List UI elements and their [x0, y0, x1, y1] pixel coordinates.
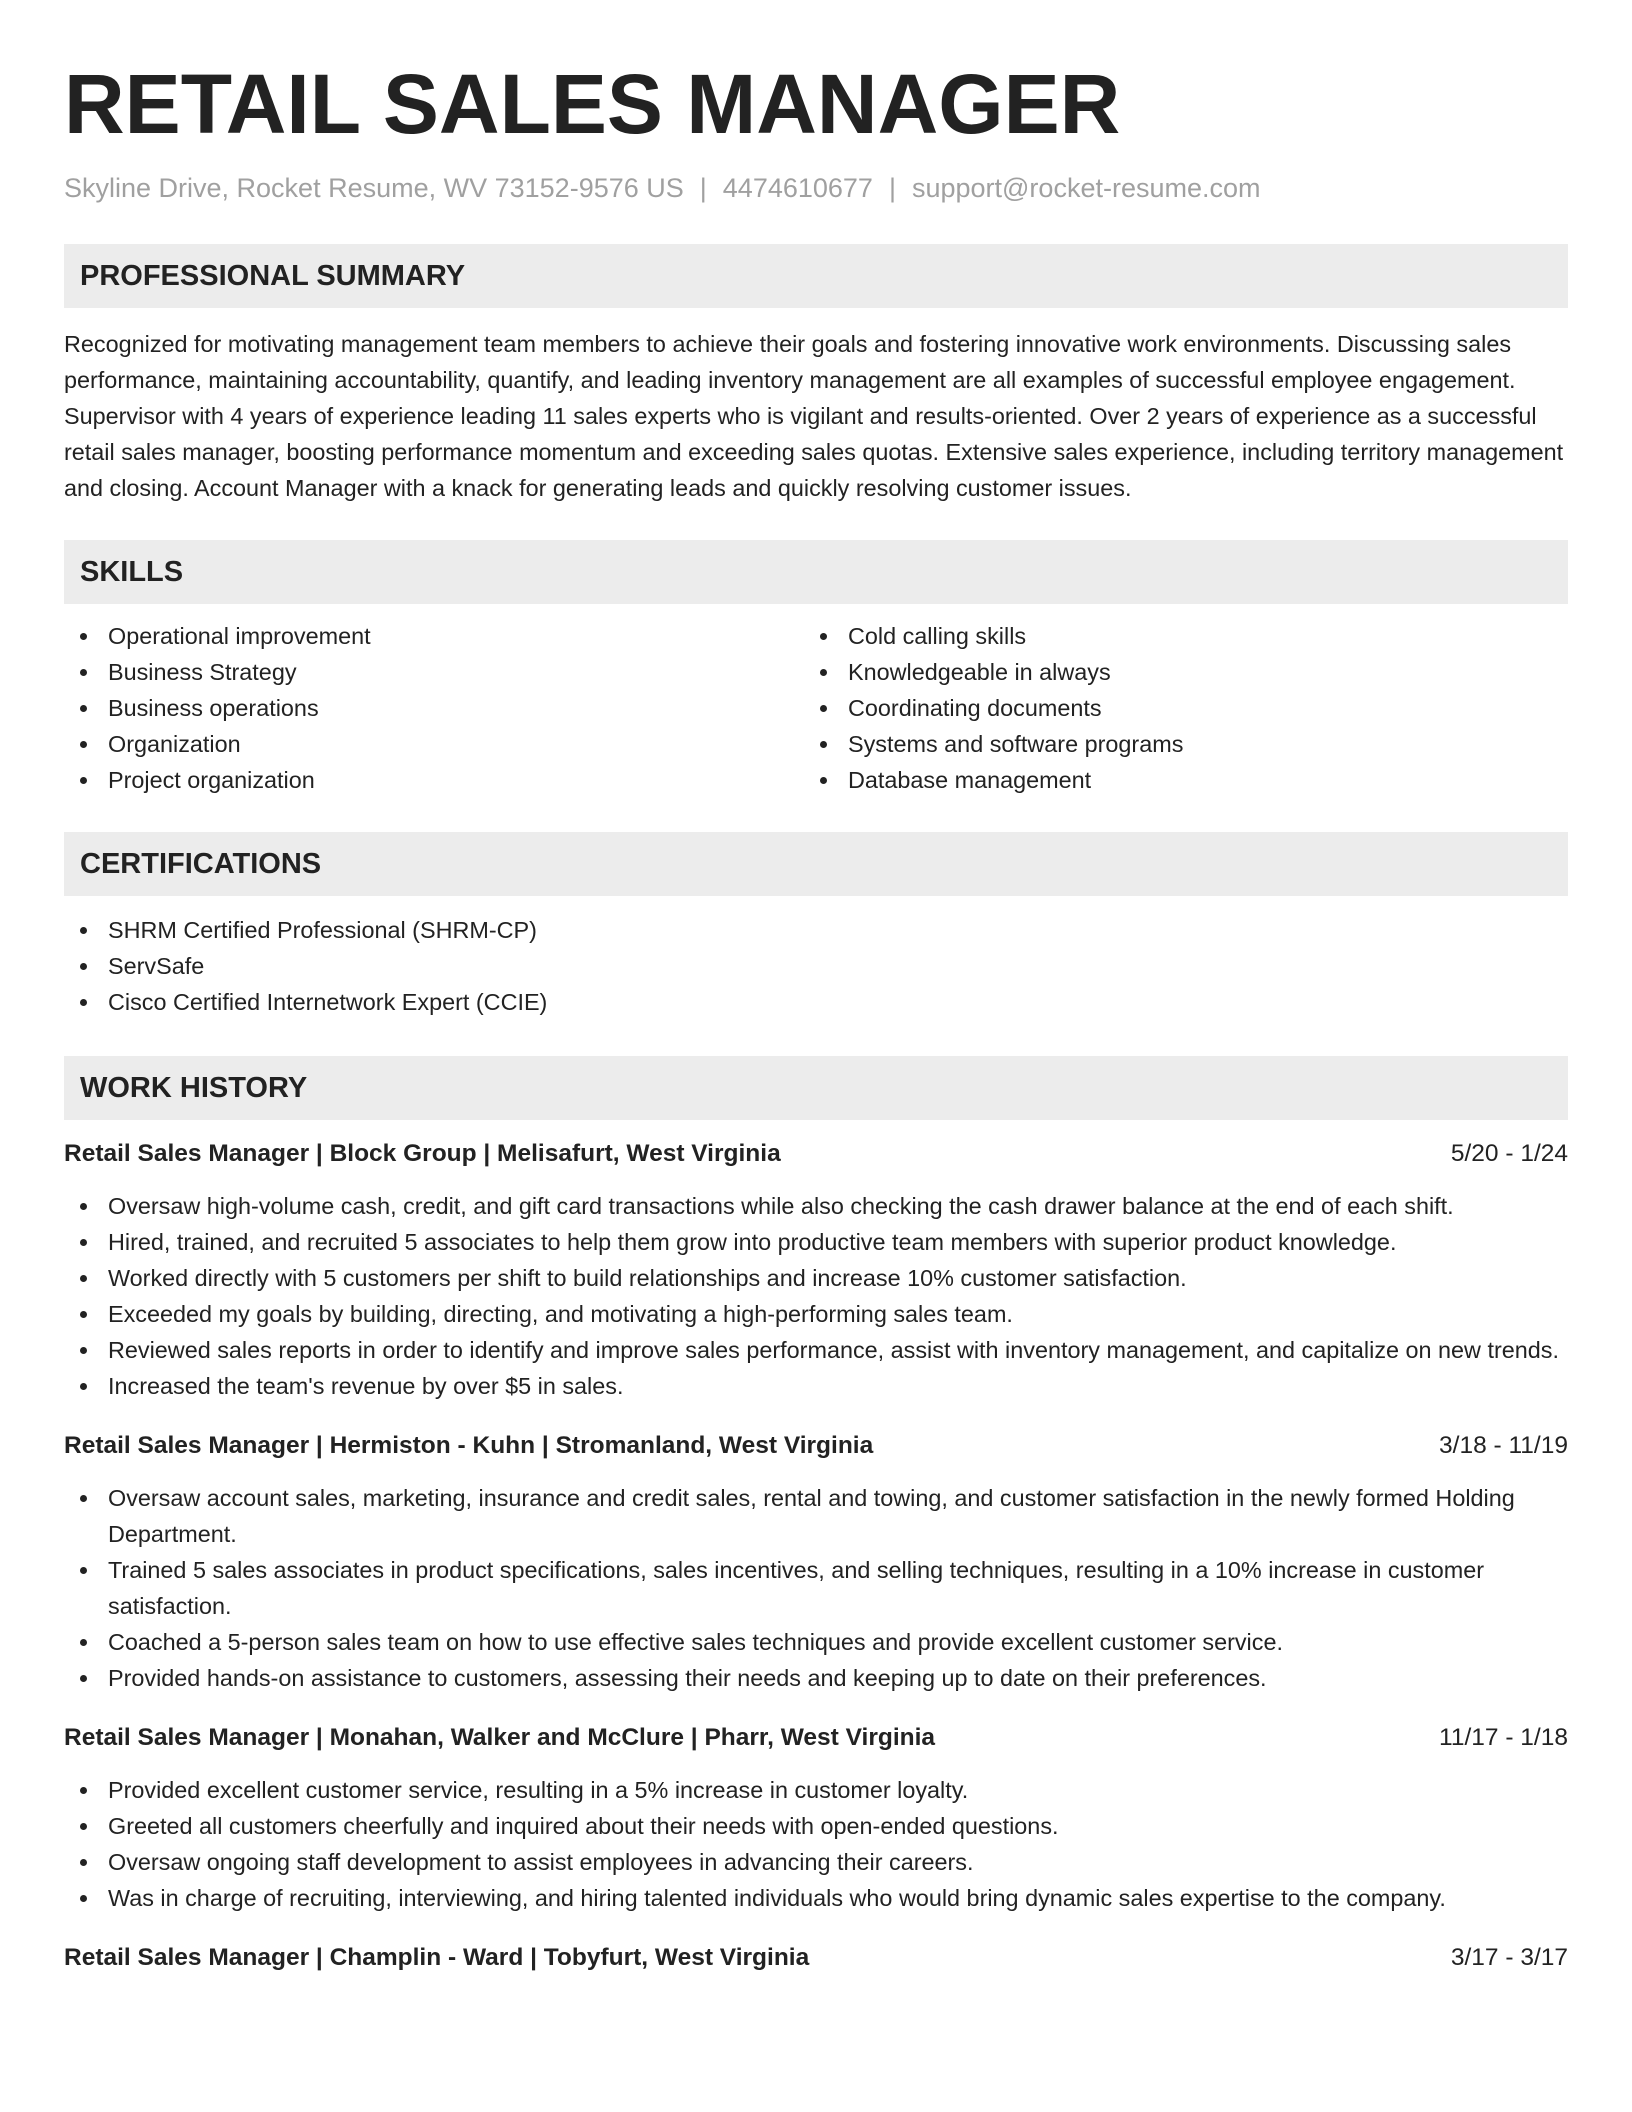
job-entry	[64, 1428, 1568, 1696]
section-header-summary: PROFESSIONAL SUMMARY	[64, 244, 1568, 308]
job-bullet: Provided excellent customer service, resulting in a 5% increase in customer loyalty.	[64, 1772, 1568, 1808]
certification-item: SHRM Certified Professional (SHRM-CP)	[64, 912, 1568, 948]
job-bullet: Oversaw high-volume cash, credit, and gift card transactions while also checking the cash drawer balance at the end of each shift.	[64, 1188, 1568, 1224]
contact-line	[64, 170, 1568, 206]
certification-item: ServSafe	[64, 948, 1568, 984]
job-dates: 3/17 - 3/17	[1450, 1944, 1568, 1971]
job-header	[64, 1940, 1568, 1976]
section-header-certifications: CERTIFICATIONS	[64, 832, 1568, 896]
job-title: Retail Sales Manager | Hermiston - Kuhn | Stromanland, West Virginia	[64, 1432, 874, 1459]
job-bullet: Was in charge of recruiting, interviewing, and hiring talented individuals who would bring dynamic sales expertise to the company.	[64, 1880, 1568, 1916]
skill-item: Organization	[64, 726, 804, 762]
job-title: Retail Sales Manager | Block Group | Melisafurt, West Virginia	[64, 1140, 781, 1167]
skill-item: Project organization	[64, 762, 804, 798]
contact-separator: |	[888, 173, 896, 203]
skill-item: Systems and software programs	[804, 726, 1564, 762]
skills-columns	[64, 618, 1568, 798]
job-bullets	[64, 1480, 1568, 1696]
job-bullet: Coached a 5-person sales team on how to use effective sales techniques and provide excellent customer service.	[64, 1624, 1568, 1660]
certification-item: Cisco Certified Internetwork Expert (CCIE)	[64, 984, 1568, 1020]
job-bullet: Reviewed sales reports in order to identify and improve sales performance, assist with inventory management, and capitalize on new trends.	[64, 1332, 1568, 1368]
job-bullet: Hired, trained, and recruited 5 associates to help them grow into productive team members with superior product knowledge.	[64, 1224, 1568, 1260]
job-title: Retail Sales Manager | Champlin - Ward | Tobyfurt, West Virginia	[64, 1944, 810, 1971]
job-dates: 3/18 - 11/19	[1439, 1432, 1568, 1459]
job-bullet: Exceeded my goals by building, directing, and motivating a high-performing sales team.	[64, 1296, 1568, 1332]
summary-text: Recognized for motivating management team members to achieve their goals and fostering innovative work environments. Discussing sales performance, maintaining accountability, quantify, and leading inventory management are all examples of successful employee engagement. Supervisor with 4 years of experience leading 11 sales experts who is vigilant and results-oriented. Over 2 years of experience as a successful retail sales manager, boosting performance momentum and exceeding sales quotas. Extensive sales experience, including territory management and closing. Account Manager with a knack for generating leads and quickly resolving customer issues.	[64, 331, 1564, 501]
skill-item: Cold calling skills	[804, 618, 1564, 654]
section-header-skills: SKILLS	[64, 540, 1568, 604]
job-bullet: Provided hands-on assistance to customers, assessing their needs and keeping up to date on their preferences.	[64, 1660, 1568, 1696]
job-bullet: Greeted all customers cheerfully and inquired about their needs with open-ended questions.	[64, 1808, 1568, 1844]
job-dates: 5/20 - 1/24	[1450, 1140, 1568, 1167]
skill-item: Operational improvement	[64, 618, 804, 654]
skills-list-left	[64, 618, 804, 798]
skill-item: Coordinating documents	[804, 690, 1564, 726]
skill-item: Business operations	[64, 690, 804, 726]
job-bullet: Oversaw ongoing staff development to assist employees in advancing their careers.	[64, 1844, 1568, 1880]
section-header-work-history: WORK HISTORY	[64, 1056, 1568, 1120]
resume-name: RETAIL SALES MANAGER	[64, 57, 1121, 151]
job-header	[64, 1136, 1568, 1172]
job-bullet: Increased the team's revenue by over $5 in sales.	[64, 1368, 1568, 1404]
job-entry	[64, 1136, 1568, 1404]
job-header	[64, 1720, 1568, 1756]
skill-item: Business Strategy	[64, 654, 804, 690]
job-bullet: Worked directly with 5 customers per shift to build relationships and increase 10% customer satisfaction.	[64, 1260, 1568, 1296]
job-bullets	[64, 1188, 1568, 1404]
skill-item: Knowledgeable in always	[804, 654, 1564, 690]
contact-address: Skyline Drive, Rocket Resume, WV 73152-9576 US	[64, 173, 684, 203]
job-bullets	[64, 1772, 1568, 1916]
job-header	[64, 1428, 1568, 1464]
job-bullet: Oversaw account sales, marketing, insurance and credit sales, rental and towing, and customer satisfaction in the newly formed Holding Department.	[64, 1480, 1568, 1552]
certifications-list	[64, 912, 1568, 1020]
job-entry	[64, 1940, 1568, 1976]
job-title: Retail Sales Manager | Monahan, Walker and McClure | Pharr, West Virginia	[64, 1724, 936, 1751]
contact-separator: |	[699, 173, 707, 203]
contact-email: support@rocket-resume.com	[911, 173, 1261, 203]
job-entry	[64, 1720, 1568, 1916]
job-dates: 11/17 - 1/18	[1439, 1724, 1568, 1751]
job-bullet: Trained 5 sales associates in product specifications, sales incentives, and selling techniques, resulting in a 10% increase in customer satisfaction.	[64, 1552, 1568, 1624]
contact-phone: 4474610677	[722, 173, 873, 203]
skills-list-right	[804, 618, 1564, 798]
skill-item: Database management	[804, 762, 1564, 798]
